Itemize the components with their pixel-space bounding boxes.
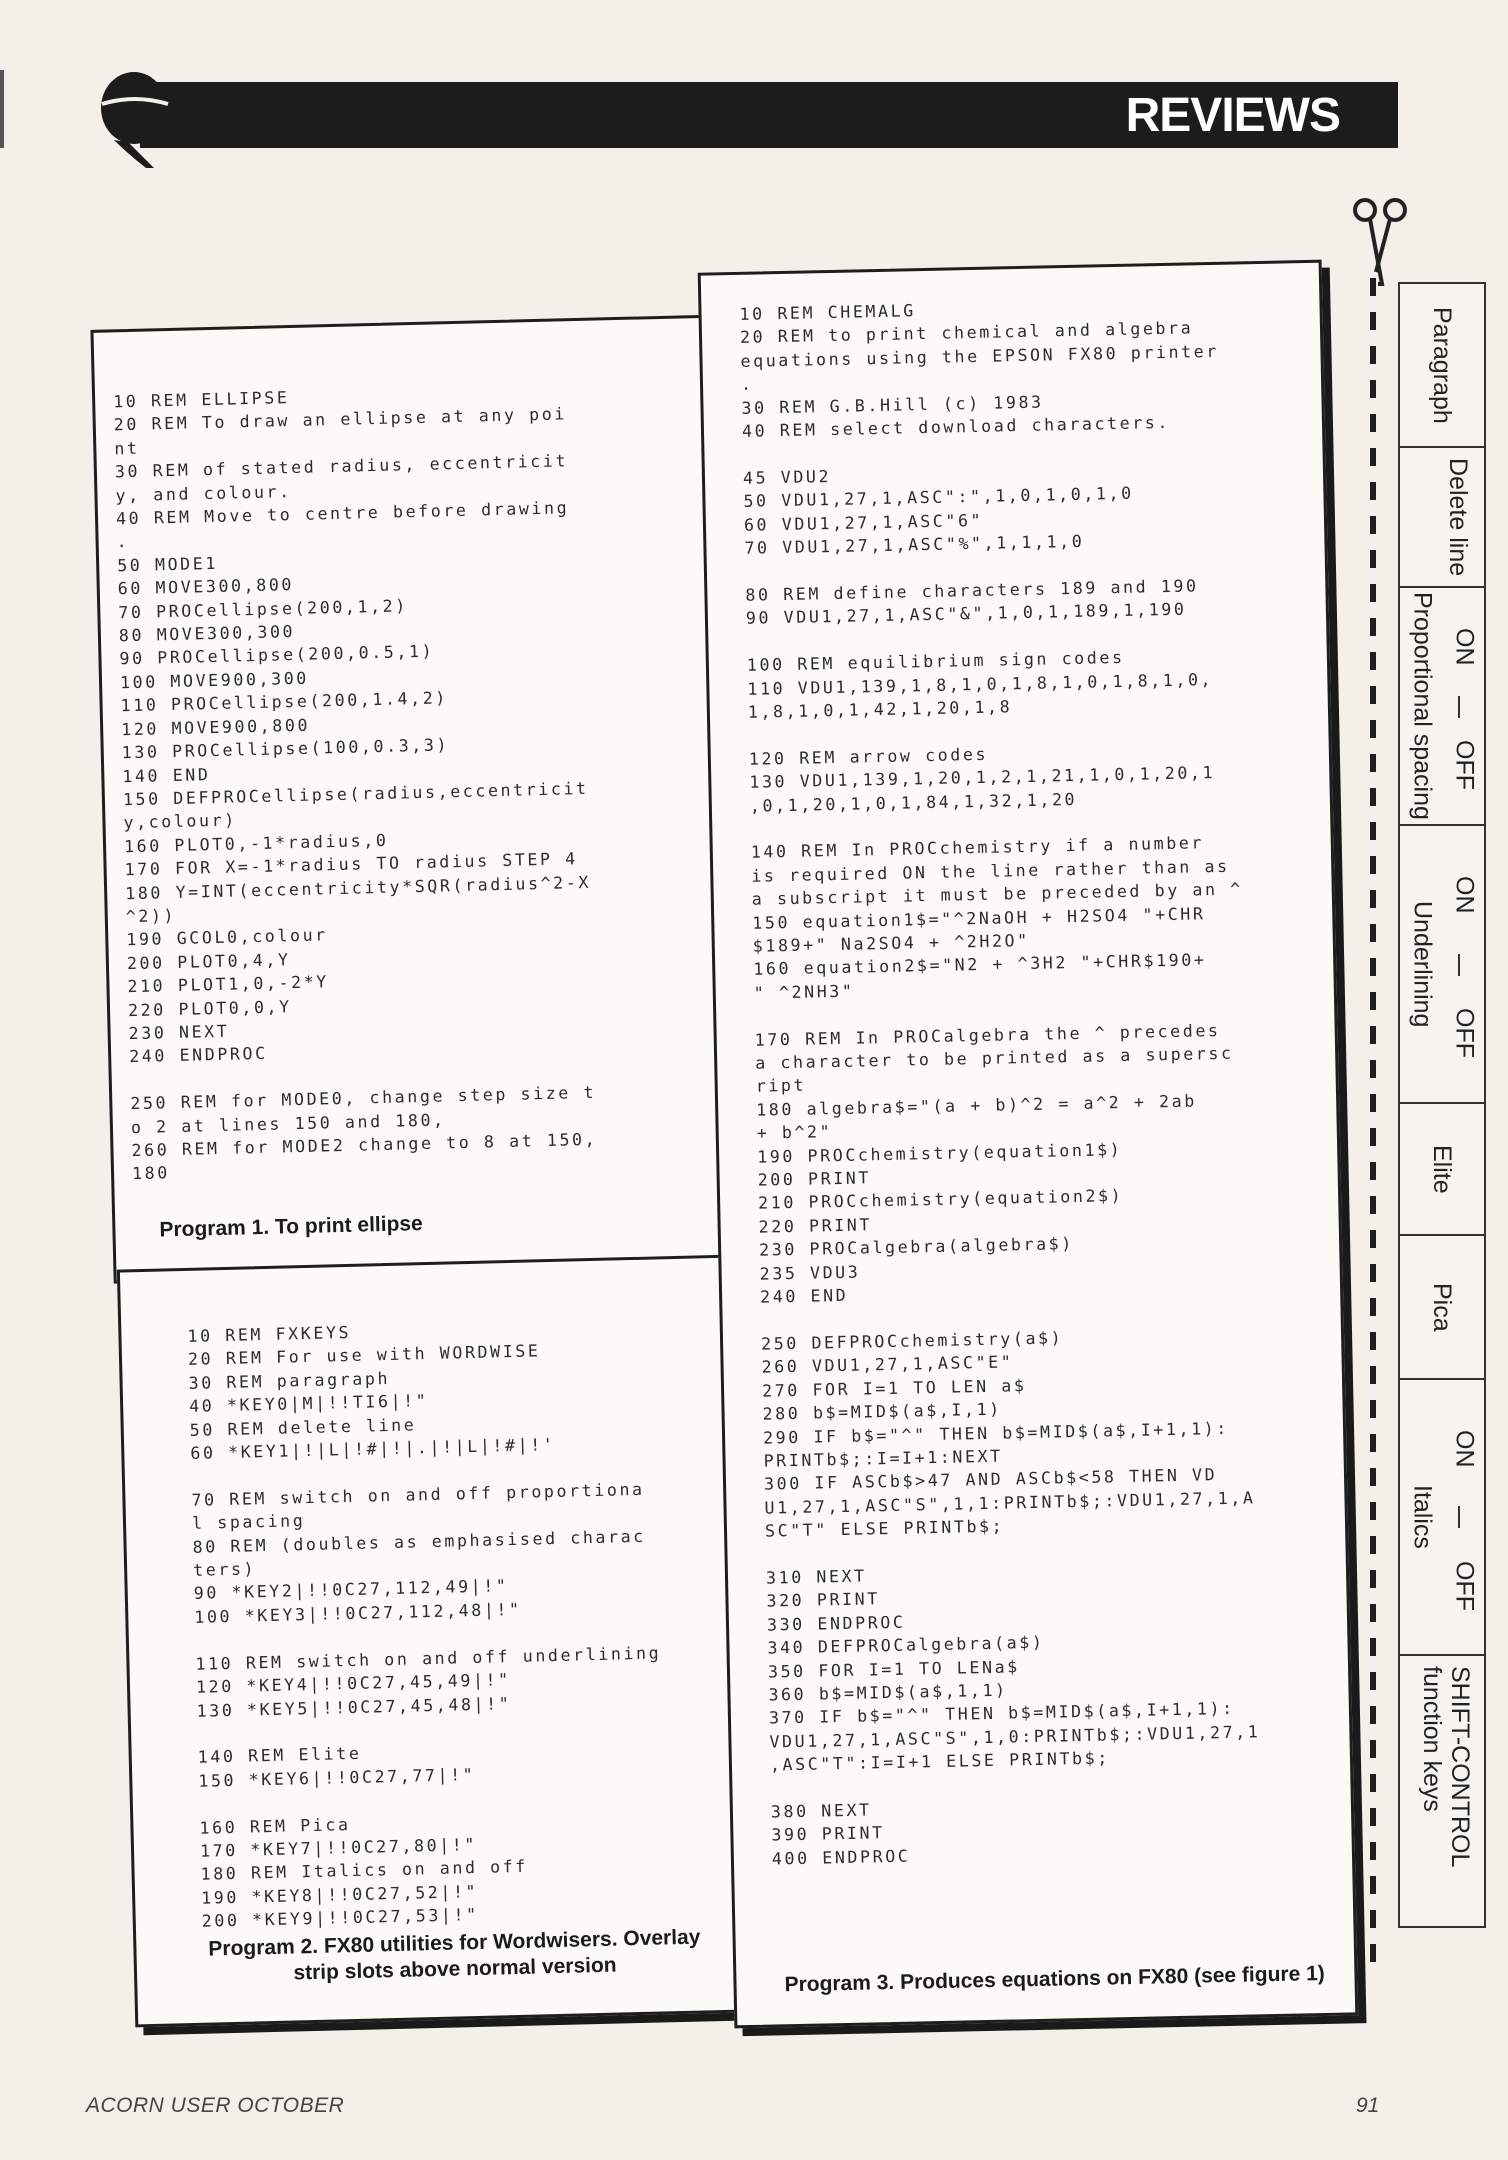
strip-label-proportional-on: ON — [1450, 628, 1479, 666]
program-2-box — [117, 1255, 749, 2028]
strip-label-pica: Pica — [1428, 1282, 1456, 1332]
program-2-code: 10 REM FXKEYS 20 REM For use with WORDWISE 30 REM paragraph 40 *KEY0|M|!!TI6|!" 50 REM delete line 60 *KEY1|!|L|!#|!|.|!|L|!#|!' 70 REM switch on and off proportiona l spacing 80 REM (doubles as emphasised charac ters) 90 *KEY2|!!0C27,112,49|!" 100 *KEY3|!!0C27,112,48|!" 110 REM switch on and off underlining 120 *KEY4|!!0C27,45,49|!" 130 *KEY5|!!0C27,45,48|!" 140 REM Elite 150 *KEY6|!!0C27,77|!" 160 REM Pica 170 *KEY7|!!0C27,80|!" 180 REM Italics on and off 190 *KEY8|!!0C27,52|!" 200 *KEY9|!!0C27,53|!" — [187, 1322, 662, 1931]
cut-line — [1370, 278, 1376, 1966]
program-3-box — [698, 260, 1359, 2029]
strip-label-italics-off: OFF — [1450, 1560, 1479, 1611]
function-key-overlay-strip — [1398, 282, 1486, 1928]
strip-label-delete-line: Delete line — [1444, 457, 1472, 577]
margin-mark — [0, 70, 4, 148]
strip-label-proportional-off: OFF — [1450, 740, 1479, 790]
program-1-caption: Program 1. To print ellipse — [159, 1212, 423, 1242]
strip-cell-italics — [1400, 1380, 1484, 1656]
scissors-icon — [1352, 192, 1408, 292]
strip-label-underlining: Underlining — [1408, 900, 1437, 1028]
strip-label-elite: Elite — [1428, 1144, 1456, 1194]
program-1-code: 10 REM ELLIPSE 20 REM To draw an ellipse at any poi nt 30 REM of stated radius, eccentricit y, and colour. 40 REM Move to centre before drawing . 50 MODE1 60 MOVE300,800 70 PROCellipse(200,1,2) 80 MOVE300,300 90 PROCellipse(200,0.5,1) 100 MOVE900,300 110 PROCellipse(200,1.4,2) 120 MOVE900,800 130 PROCellipse(100,0.3,3) 140 END 150 DEFPROCellipse(radius,eccentricit y,colour) 160 PLOT0,-1*radius,0 170 FOR X=-1*radius TO radius STEP 4 180 Y=INT(eccentricity*SQR(radius^2-X ^2)) 190 GCOL0,colour 200 PLOT0,4,Y 210 PLOT1,0,-2*Y 220 PLOT0,0,Y 230 NEXT 240 ENDPROC 250 REM for MODE0, change step size t o 2 at lines 150 and 180, 260 REM for MODE2 change to 8 at 150, 180 — [112, 388, 598, 1184]
program-1-box — [90, 314, 747, 1283]
strip-cell-proportional-spacing — [1400, 588, 1484, 826]
strip-cell-elite — [1400, 1104, 1484, 1236]
section-title: REVIEWS — [1125, 89, 1340, 142]
strip-label-italics-on: ON — [1450, 1429, 1479, 1468]
strip-label-underlining-off: OFF — [1450, 1008, 1479, 1058]
strip-cell-pica — [1400, 1236, 1484, 1380]
strip-label-proportional-spacing: Proportional spacing — [1408, 592, 1437, 820]
footer-magazine-name: ACORN USER OCTOBER — [86, 2094, 345, 2117]
strip-label-underlining-on: ON — [1450, 876, 1479, 914]
strip-cell-paragraph — [1400, 284, 1484, 448]
strip-label-shift-control: SHIFT-CONTROL function keys — [1418, 1666, 1474, 1867]
strip-cell-underlining — [1400, 826, 1484, 1104]
footer-page-number: 91 — [1356, 2094, 1380, 2117]
program-3-code: 10 REM CHEMALG 20 REM to print chemical and algebra equations using the EPSON FX80 printer . 30 REM G.B.Hill (c) 1983 40 REM select download characters. 45 VDU2 50 VDU1,27,1,ASC":",1,0,1,0,1,0 60 VDU1,27,1,ASC"6" 70 VDU1,27,1,ASC"%",1,1,1,0 80 REM define characters 189 and 190 90 VDU1,27,1,ASC"&",1,0,1,189,1,190 100 REM equilibrium sign codes 110 VDU1,139,1,8,1,0,1,8,1,0,1,8,1,0, 1,8,1,0,1,42,1,20,1,8 120 REM arrow codes 130 VDU1,139,1,20,1,2,1,21,1,0,1,20,1 ,0,1,20,1,0,1,84,1,32,1,20 140 REM In PROCchemistry if a number is required ON the line rather than as a subscript it must be preceded by an ^ 150 equation1$="^2NaOH + H2SO4 "+CHR $189+" Na2SO4 + ^2H2O" 160 equation2$="N2 + ^3H2 "+CHR$190+ " ^2NH3" 170 REM In PROCalgebra the ^ precedes a character to be printed as a supersc ript 180 algebra$="(a + b)^2 = a^2 + 2ab + b^2" 190 PROCchemistry(equation1$) 200 PRINT 210 PROCchemistry(equation2$) 220 PRINT 230 PROCalgebra(algebra$) 235 VDU3 240 END 250 DEFPROCchemistry(a$) 260 VDU1,27,1,ASC"E" 270 FOR I=1 TO LEN a$ 280 b$=MID$(a$,I,1) 290 IF b$="^" THEN b$=MID$(a$,I+1,1): PRINTb$;:I=I+1:NEXT 300 IF ASCb$>47 AND ASCb$<58 THEN VD U1,27,1,ASC"S",1,1:PRINTb$;:VDU1,27,1,A SC"T" ELSE PRINTb$; 310 NEXT 320 PRINT 330 ENDPROC 340 DEFPROCalgebra(a$) 350 FOR I=1 TO LENa$ 360 b$=MID$(a$,1,1) 370 IF b$="^" THEN b$=MID$(a$,I+1,1): VDU1,27,1,ASC"S",1,0:PRINTb$;:VDU1,27,1 ,ASC"T":I=I+1 ELSE PRINTb$; 380 NEXT 390 PRINT 400 ENDPROC — [739, 301, 1261, 1869]
magazine-logo-icon — [98, 64, 172, 172]
section-header-bar — [140, 82, 1398, 148]
strip-label-italics: Italics — [1408, 1485, 1437, 1549]
strip-label-paragraph: Paragraph — [1428, 306, 1456, 424]
strip-cell-shift-control — [1400, 1656, 1484, 1926]
program-2-caption: Program 2. FX80 utilities for Wordwisers. Overlay strip slots above normal version — [208, 1925, 701, 1985]
program-3-caption: Program 3. Produces equations on FX80 (see figure 1) — [784, 1961, 1325, 1997]
strip-cell-delete-line — [1400, 448, 1484, 588]
